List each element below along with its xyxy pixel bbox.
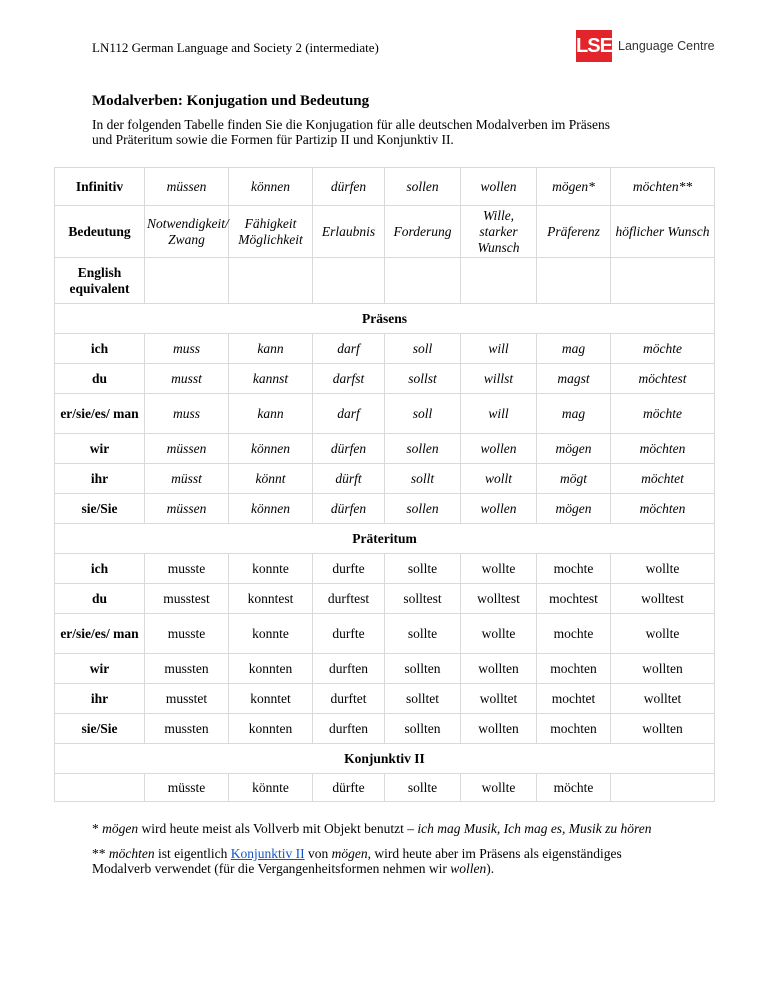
praesens-form: darfst	[313, 364, 385, 394]
verb-header: mögen*	[537, 168, 611, 206]
praesens-form: kann	[229, 394, 313, 434]
pronoun-cell: ihr	[55, 464, 145, 494]
praesens-form: dürfen	[313, 494, 385, 524]
praeteritum-row	[55, 654, 715, 684]
praesens-form: mag	[537, 394, 611, 434]
praesens-form: möchte	[611, 334, 715, 364]
praeteritum-row	[55, 584, 715, 614]
english-cell	[611, 258, 715, 304]
praeteritum-form: wollten	[461, 654, 537, 684]
praeteritum-row	[55, 714, 715, 744]
pronoun-cell: sie/Sie	[55, 714, 145, 744]
konjunktiv-row	[55, 774, 715, 802]
praesens-form: müsst	[145, 464, 229, 494]
praesens-row	[55, 434, 715, 464]
praeteritum-form: mochtest	[537, 584, 611, 614]
praesens-form: dürfen	[313, 434, 385, 464]
bedeutung-cell: Erlaubnis	[313, 206, 385, 258]
praeteritum-form: konntet	[229, 684, 313, 714]
praesens-form: magst	[537, 364, 611, 394]
konjunktiv-form: dürfte	[313, 774, 385, 802]
bedeutung-cell: Forderung	[385, 206, 461, 258]
verb-header: wollen	[461, 168, 537, 206]
konjunktiv-empty	[55, 774, 145, 802]
praesens-form: soll	[385, 394, 461, 434]
pronoun-cell: du	[55, 364, 145, 394]
praeteritum-form: wollte	[461, 554, 537, 584]
praesens-form: wollen	[461, 434, 537, 464]
english-label: English equivalent	[55, 258, 145, 304]
english-cell	[229, 258, 313, 304]
konjunktiv-form: sollte	[385, 774, 461, 802]
praesens-row	[55, 364, 715, 394]
praeteritum-form: mochte	[537, 554, 611, 584]
bedeutung-label: Bedeutung	[55, 206, 145, 258]
praeteritum-form: musstest	[145, 584, 229, 614]
lse-logo	[576, 30, 715, 62]
praesens-form: dürft	[313, 464, 385, 494]
praeteritum-form: durften	[313, 714, 385, 744]
pronoun-cell: wir	[55, 654, 145, 684]
praeteritum-form: wollten	[461, 714, 537, 744]
praesens-form: mag	[537, 334, 611, 364]
infinitiv-label: Infinitiv	[55, 168, 145, 206]
praesens-form: können	[229, 434, 313, 464]
praeteritum-form: mochten	[537, 654, 611, 684]
praesens-form: muss	[145, 394, 229, 434]
praeteritum-form: mochten	[537, 714, 611, 744]
praeteritum-section-row	[55, 524, 715, 554]
praeteritum-form: konnten	[229, 714, 313, 744]
course-header: LN112 German Language and Society 2 (intermediate)	[92, 40, 379, 55]
praeteritum-form: sollten	[385, 654, 461, 684]
praesens-form: kannst	[229, 364, 313, 394]
praesens-form: möchten	[611, 434, 715, 464]
footnote-moechten: ** möchten ist eigentlich Konjunktiv II von mögen, wird heute aber im Präsens als eigenständiges Modalverb verwendet (für die Vergangenheitsformen nehmen wir wollen).	[92, 846, 622, 876]
praesens-form: mögen	[537, 494, 611, 524]
praesens-form: darf	[313, 394, 385, 434]
praeteritum-form: musste	[145, 554, 229, 584]
english-cell	[145, 258, 229, 304]
praeteritum-form: wolltet	[461, 684, 537, 714]
praeteritum-form: durfte	[313, 554, 385, 584]
praeteritum-form: konnten	[229, 654, 313, 684]
pronoun-cell: wir	[55, 434, 145, 464]
praeteritum-form: mussten	[145, 654, 229, 684]
praeteritum-form: mochte	[537, 614, 611, 654]
konjunktiv-section-label: Konjunktiv II	[55, 744, 715, 774]
english-row	[55, 258, 715, 304]
praeteritum-form: durften	[313, 654, 385, 684]
praesens-form: soll	[385, 334, 461, 364]
footnote-moegen: * mögen wird heute meist als Vollverb mit Objekt benutzt – ich mag Musik, Ich mag es, Musik zu hören	[92, 821, 652, 836]
praesens-form: sollen	[385, 434, 461, 464]
lse-logo-text: Language Centre	[618, 39, 715, 53]
praeteritum-form: durfte	[313, 614, 385, 654]
pronoun-cell: er/sie/es/ man	[55, 394, 145, 434]
bedeutung-cell: Wille, starker Wunsch	[461, 206, 537, 258]
praesens-form: wollen	[461, 494, 537, 524]
konjunktiv-form: möchte	[537, 774, 611, 802]
modal-verbs-table	[54, 167, 715, 802]
praesens-form: möchtet	[611, 464, 715, 494]
praesens-form: muss	[145, 334, 229, 364]
praesens-section-row	[55, 304, 715, 334]
praesens-form: mögen	[537, 434, 611, 464]
praesens-row	[55, 394, 715, 434]
praesens-form: will	[461, 334, 537, 364]
konjunktiv-form: wollte	[461, 774, 537, 802]
praesens-form: kann	[229, 334, 313, 364]
praeteritum-section-label: Präteritum	[55, 524, 715, 554]
praeteritum-form: konnte	[229, 614, 313, 654]
praesens-form: müssen	[145, 494, 229, 524]
verb-header: dürfen	[313, 168, 385, 206]
praesens-row	[55, 464, 715, 494]
praeteritum-form: musste	[145, 614, 229, 654]
praesens-section-label: Präsens	[55, 304, 715, 334]
bedeutung-cell: Präferenz	[537, 206, 611, 258]
praesens-form: müssen	[145, 434, 229, 464]
praesens-form: will	[461, 394, 537, 434]
praeteritum-form: sollte	[385, 554, 461, 584]
english-cell	[461, 258, 537, 304]
praeteritum-form: sollte	[385, 614, 461, 654]
konjunktiv-form: könnte	[229, 774, 313, 802]
praeteritum-form: wolltest	[461, 584, 537, 614]
verb-header: sollen	[385, 168, 461, 206]
bedeutung-cell: höflicher Wunsch	[611, 206, 715, 258]
praesens-form: möchten	[611, 494, 715, 524]
praeteritum-row	[55, 554, 715, 584]
praeteritum-form: sollten	[385, 714, 461, 744]
praesens-form: möchtest	[611, 364, 715, 394]
praeteritum-form: wollten	[611, 654, 715, 684]
english-cell	[385, 258, 461, 304]
konjunktiv-section-row	[55, 744, 715, 774]
praeteritum-form: mussten	[145, 714, 229, 744]
praesens-form: sollen	[385, 494, 461, 524]
praeteritum-row	[55, 684, 715, 714]
praeteritum-form: mochtet	[537, 684, 611, 714]
praeteritum-form: konntest	[229, 584, 313, 614]
pronoun-cell: ich	[55, 334, 145, 364]
praesens-form: willst	[461, 364, 537, 394]
praesens-form: sollst	[385, 364, 461, 394]
konjunktiv-link[interactable]: Konjunktiv II	[230, 846, 305, 861]
footnotes	[92, 821, 672, 886]
intro-paragraph: In der folgenden Tabelle finden Sie die Konjugation für alle deutschen Modalverben im Präsens und Präteritum sowie die Formen für Partizip II und Konjunktiv II.	[92, 117, 611, 147]
konjunktiv-form	[611, 774, 715, 802]
praesens-form: mögt	[537, 464, 611, 494]
praesens-row	[55, 334, 715, 364]
praeteritum-form: wolltest	[611, 584, 715, 614]
praeteritum-form: wollte	[611, 554, 715, 584]
praeteritum-form: wollte	[611, 614, 715, 654]
infinitiv-row	[55, 168, 715, 206]
konjunktiv-form: müsste	[145, 774, 229, 802]
praesens-form: möchte	[611, 394, 715, 434]
pronoun-cell: ihr	[55, 684, 145, 714]
praeteritum-form: solltest	[385, 584, 461, 614]
praeteritum-form: durftet	[313, 684, 385, 714]
praesens-form: darf	[313, 334, 385, 364]
bedeutung-cell: Fähigkeit Möglichkeit	[229, 206, 313, 258]
page-title: Modalverben: Konjugation und Bedeutung	[92, 93, 370, 109]
verb-header: möchten**	[611, 168, 715, 206]
pronoun-cell: ich	[55, 554, 145, 584]
verb-header: müssen	[145, 168, 229, 206]
praeteritum-form: musstet	[145, 684, 229, 714]
praeteritum-form: konnte	[229, 554, 313, 584]
praesens-form: können	[229, 494, 313, 524]
praeteritum-form: wollte	[461, 614, 537, 654]
verb-header: können	[229, 168, 313, 206]
bedeutung-cell: Notwendigkeit/ Zwang	[145, 206, 229, 258]
praesens-form: könnt	[229, 464, 313, 494]
praeteritum-form: durftest	[313, 584, 385, 614]
praesens-form: sollt	[385, 464, 461, 494]
lse-logo-mark: LSE	[576, 30, 612, 62]
pronoun-cell: du	[55, 584, 145, 614]
praeteritum-form: wolltet	[611, 684, 715, 714]
praeteritum-form: solltet	[385, 684, 461, 714]
praesens-form: musst	[145, 364, 229, 394]
english-cell	[537, 258, 611, 304]
english-cell	[313, 258, 385, 304]
praesens-row	[55, 494, 715, 524]
pronoun-cell: sie/Sie	[55, 494, 145, 524]
praeteritum-form: wollten	[611, 714, 715, 744]
praeteritum-row	[55, 614, 715, 654]
bedeutung-row	[55, 206, 715, 258]
praesens-form: wollt	[461, 464, 537, 494]
pronoun-cell: er/sie/es/ man	[55, 614, 145, 654]
